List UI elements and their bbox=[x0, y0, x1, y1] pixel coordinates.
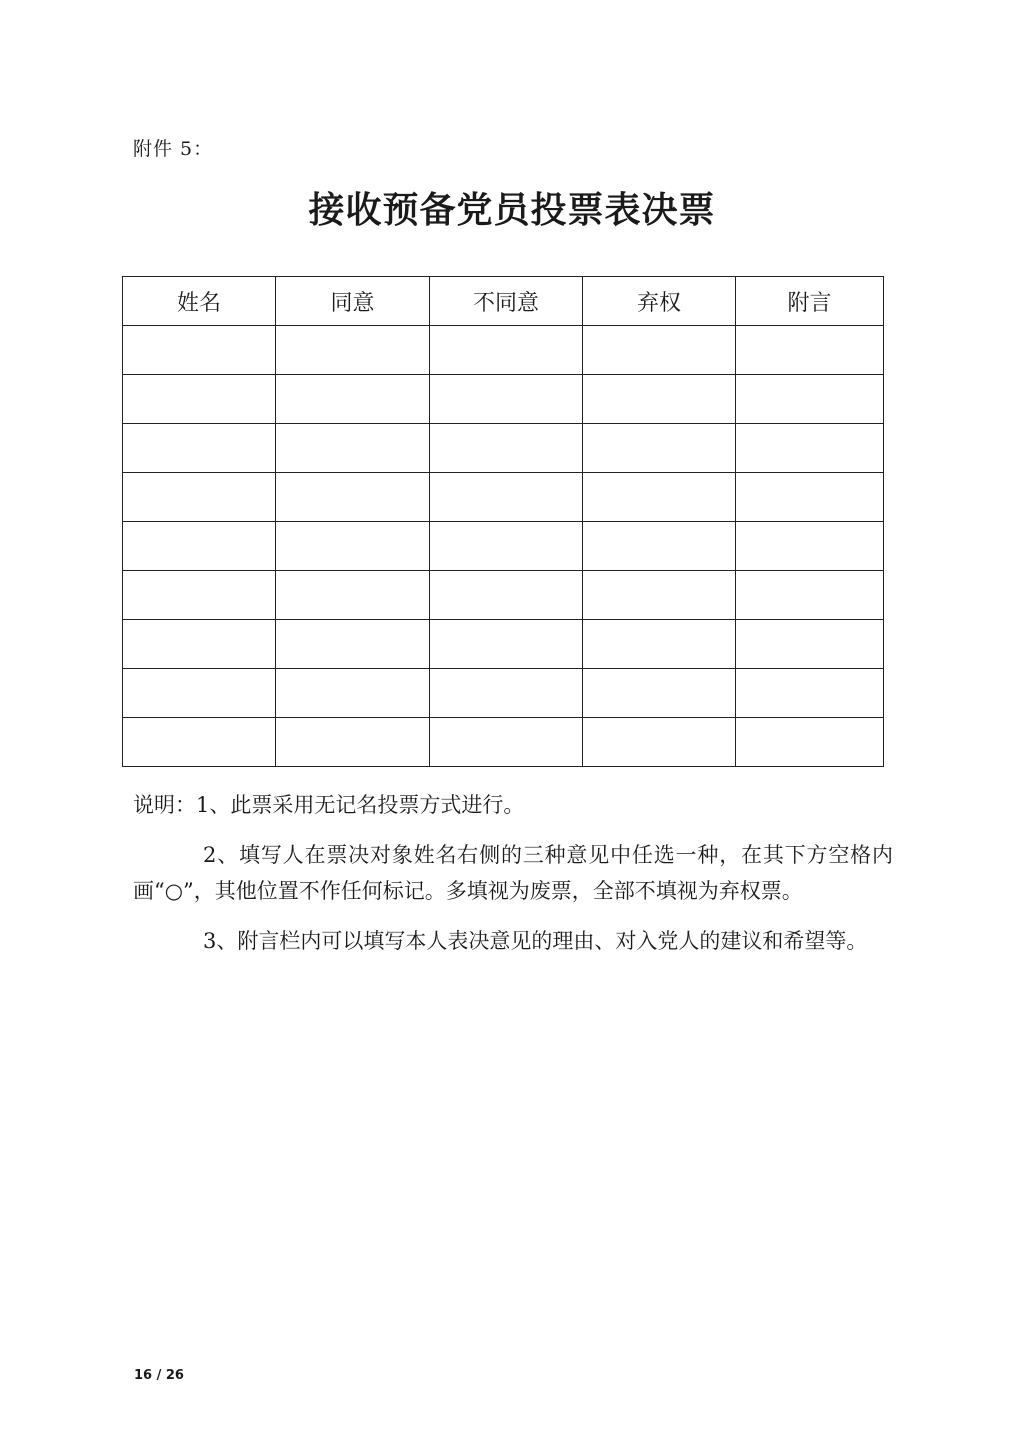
column-header-name: 姓名 bbox=[123, 277, 276, 326]
ballot-table-body bbox=[123, 326, 884, 767]
cell-disagree[interactable] bbox=[430, 669, 583, 718]
cell-agree[interactable] bbox=[276, 326, 430, 375]
column-header-abstain: 弃权 bbox=[583, 277, 736, 326]
cell-abstain[interactable] bbox=[583, 718, 736, 767]
cell-name[interactable] bbox=[123, 571, 276, 620]
table-header-row bbox=[123, 277, 884, 326]
cell-remarks[interactable] bbox=[736, 473, 884, 522]
cell-remarks[interactable] bbox=[736, 522, 884, 571]
cell-abstain[interactable] bbox=[583, 571, 736, 620]
column-header-agree: 同意 bbox=[276, 277, 430, 326]
column-header-remarks: 附言 bbox=[736, 277, 884, 326]
table-row bbox=[123, 326, 884, 375]
cell-agree[interactable] bbox=[276, 669, 430, 718]
cell-name[interactable] bbox=[123, 669, 276, 718]
attachment-label: 附件 5： bbox=[133, 138, 214, 160]
cell-abstain[interactable] bbox=[583, 473, 736, 522]
page-title: 接收预备党员投票表决票 bbox=[308, 189, 716, 231]
cell-disagree[interactable] bbox=[430, 571, 583, 620]
instruction-item-1: 说明：1、此票采用无记名投票方式进行。 bbox=[133, 793, 525, 817]
cell-name[interactable] bbox=[123, 424, 276, 473]
cell-remarks[interactable] bbox=[736, 620, 884, 669]
cell-agree[interactable] bbox=[276, 718, 430, 767]
cell-abstain[interactable] bbox=[583, 375, 736, 424]
cell-agree[interactable] bbox=[276, 571, 430, 620]
cell-remarks[interactable] bbox=[736, 326, 884, 375]
cell-agree[interactable] bbox=[276, 375, 430, 424]
instruction-item-3: 3、附言栏内可以填写本人表决意见的理由、对入党人的建议和希望等。 bbox=[203, 929, 868, 953]
instructions bbox=[133, 787, 893, 959]
cell-remarks[interactable] bbox=[736, 718, 884, 767]
cell-agree[interactable] bbox=[276, 424, 430, 473]
table-row bbox=[123, 375, 884, 424]
cell-abstain[interactable] bbox=[583, 620, 736, 669]
cell-remarks[interactable] bbox=[736, 375, 884, 424]
cell-name[interactable] bbox=[123, 473, 276, 522]
table-row bbox=[123, 473, 884, 522]
cell-abstain[interactable] bbox=[583, 326, 736, 375]
table-row bbox=[123, 718, 884, 767]
table-row bbox=[123, 571, 884, 620]
cell-remarks[interactable] bbox=[736, 571, 884, 620]
cell-name[interactable] bbox=[123, 620, 276, 669]
cell-name[interactable] bbox=[123, 375, 276, 424]
table-row bbox=[123, 424, 884, 473]
table-row bbox=[123, 669, 884, 718]
cell-abstain[interactable] bbox=[583, 522, 736, 571]
table-row bbox=[123, 522, 884, 571]
cell-agree[interactable] bbox=[276, 620, 430, 669]
cell-disagree[interactable] bbox=[430, 522, 583, 571]
cell-name[interactable] bbox=[123, 326, 276, 375]
cell-disagree[interactable] bbox=[430, 424, 583, 473]
column-header-disagree: 不同意 bbox=[430, 277, 583, 326]
ballot-table bbox=[122, 276, 884, 767]
page-number: 16 / 26 bbox=[134, 1368, 184, 1383]
cell-disagree[interactable] bbox=[430, 326, 583, 375]
cell-disagree[interactable] bbox=[430, 375, 583, 424]
cell-remarks[interactable] bbox=[736, 424, 884, 473]
cell-remarks[interactable] bbox=[736, 669, 884, 718]
cell-agree[interactable] bbox=[276, 522, 430, 571]
instruction-item-2: 2、填写人在票决对象姓名右侧的三种意见中任选一种，在其下方空格内画“○”，其他位置不作任何标记。多填视为废票，全部不填视为弃权票。 bbox=[133, 843, 893, 903]
cell-disagree[interactable] bbox=[430, 473, 583, 522]
cell-abstain[interactable] bbox=[583, 424, 736, 473]
table-row bbox=[123, 620, 884, 669]
cell-disagree[interactable] bbox=[430, 620, 583, 669]
cell-agree[interactable] bbox=[276, 473, 430, 522]
cell-name[interactable] bbox=[123, 522, 276, 571]
cell-name[interactable] bbox=[123, 718, 276, 767]
cell-abstain[interactable] bbox=[583, 669, 736, 718]
cell-disagree[interactable] bbox=[430, 718, 583, 767]
